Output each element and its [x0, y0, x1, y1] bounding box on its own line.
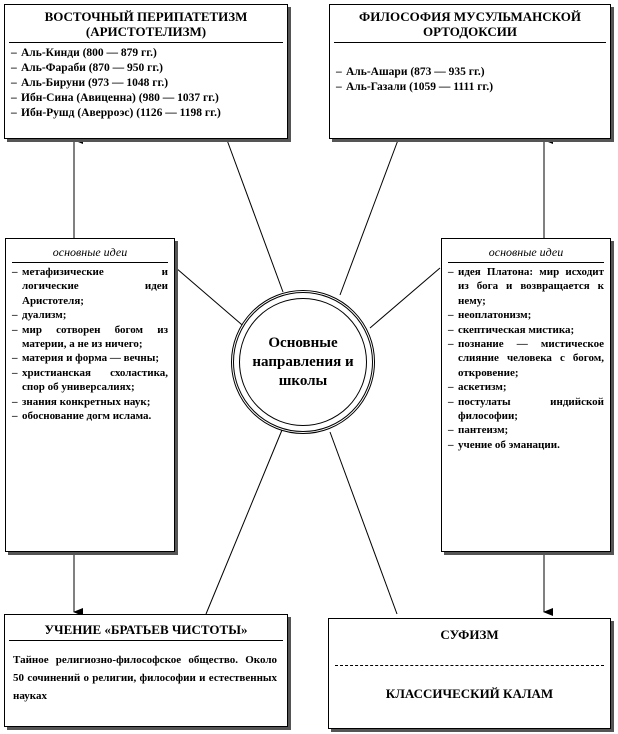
list-item: – пантеизм; [448, 423, 604, 437]
right-ideas-box [441, 238, 611, 552]
list-item: – Ибн-Рушд (Аверроэс) (1126 — 1198 гг.) [11, 106, 281, 121]
sufism-title: СУФИЗМ [440, 627, 499, 642]
line-to-right-ideas [370, 268, 440, 328]
list-item: – скептическая мистика; [448, 323, 604, 337]
brothers-title: УЧЕНИЕ «БРАТЬЕВ ЧИСТОТЫ» [9, 615, 283, 641]
list-item: – материя и форма — вечны; [12, 351, 168, 365]
brothers-description: Тайное религиозно-философское общество. Около 50 сочинений о религии, философии и естественных науках [13, 654, 277, 702]
line-to-sufism [330, 432, 397, 614]
list-item: – Аль-Бируни (973 — 1048 гг.) [11, 76, 281, 91]
line-to-brothers [206, 430, 282, 614]
list-item: – познание — мистическое слияние человека с богом, откровение; [448, 337, 604, 380]
center-circle [231, 290, 375, 434]
list-item: – знания конкретных наук; [12, 395, 168, 409]
list-item: – Аль-Газали (1059 — 1111 гг.) [336, 80, 604, 95]
list-item: – Аль-Кинди (800 — 879 гг.) [11, 46, 281, 61]
list-item: – учение об эманации. [448, 438, 604, 452]
left-ideas-list [6, 263, 174, 423]
list-item: – Аль-Фараби (870 — 950 гг.) [11, 61, 281, 76]
orthodoxy-list [330, 43, 610, 95]
peripatetism-list [5, 43, 287, 121]
orthodoxy-box [329, 4, 611, 139]
brothers-box [4, 614, 288, 727]
list-item: – Аль-Ашари (873 — 935 гг.) [336, 65, 604, 80]
right-ideas-list [442, 263, 610, 452]
list-item: – постулаты индийской философии; [448, 395, 604, 424]
list-item: – христианская схоластика, спор об универсалиях; [12, 366, 168, 395]
kalam-title: КЛАССИЧЕСКИЙ КАЛАМ [385, 686, 554, 701]
line-to-orthodoxy [340, 140, 398, 295]
left-ideas-heading: основные идеи [12, 245, 168, 263]
orthodoxy-title: ФИЛОСОФИЯ МУСУЛЬМАНСКОЙ ОРТОДОКСИИ [334, 5, 606, 43]
line-to-peripatetism [227, 140, 283, 292]
list-item: – метафизические и логические идеи Аристотеля; [12, 265, 168, 308]
list-item: – аскетизм; [448, 380, 604, 394]
list-item: – мир сотворен богом из материи, а не из ничего; [12, 323, 168, 352]
list-item: – Ибн-Сина (Авиценна) (980 — 1037 гг.) [11, 91, 281, 106]
sufism-kalam-box [328, 618, 611, 729]
peripatetism-box [4, 4, 288, 139]
left-ideas-box [5, 238, 175, 552]
line-to-left-ideas [176, 268, 248, 330]
peripatetism-title: ВОСТОЧНЫЙ ПЕРИПАТЕТИЗМ (АРИСТОТЕЛИЗМ) [9, 5, 283, 43]
list-item: – обоснование догм ислама. [12, 409, 168, 423]
right-ideas-heading: основные идеи [448, 245, 604, 263]
center-label: Основные направления и школы [239, 298, 367, 426]
list-item: – неоплатонизм; [448, 308, 604, 322]
list-item: – дуализм; [12, 308, 168, 322]
list-item: – идея Платона: мир исходит из бога и возвращается к нему; [448, 265, 604, 308]
